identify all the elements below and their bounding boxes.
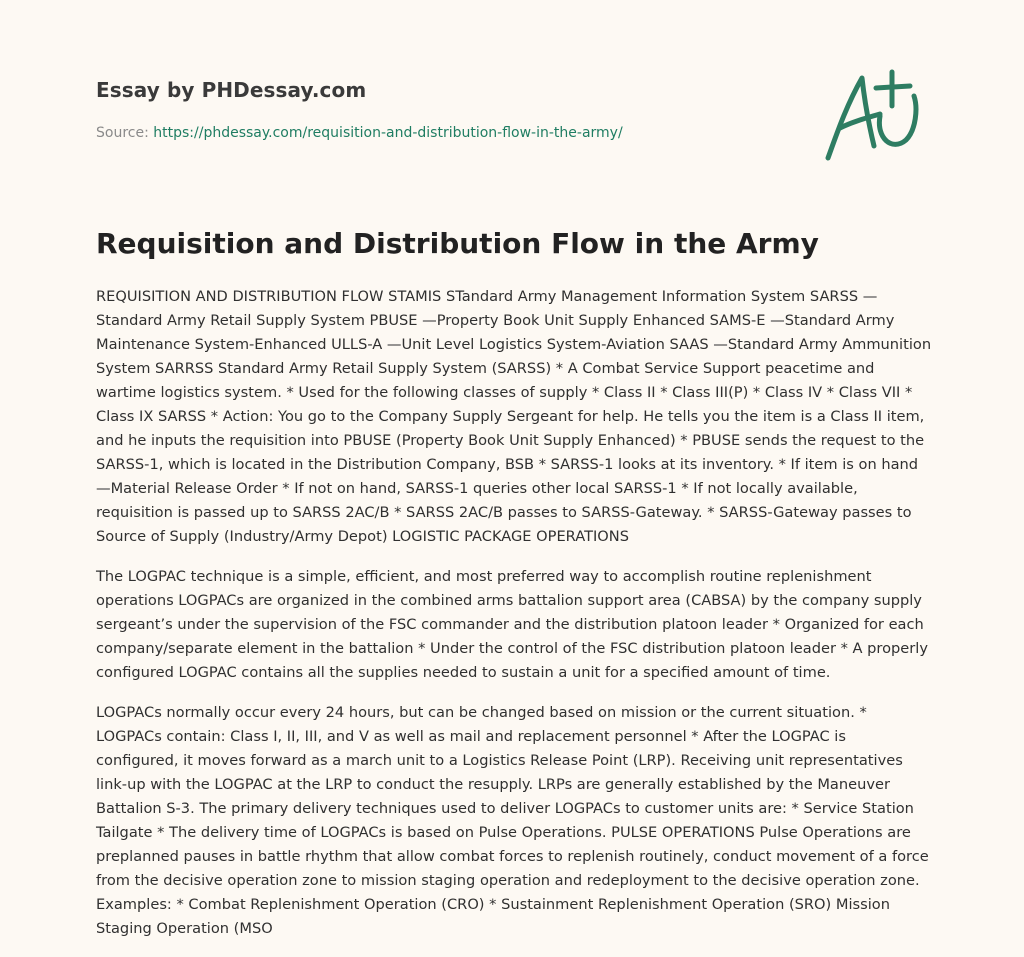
a-plus-logo-icon — [818, 66, 930, 166]
source-label: Source: — [96, 125, 154, 141]
site-brand: Essay by PHDessay.com — [96, 78, 367, 102]
source-line — [96, 124, 796, 142]
essay-body — [96, 285, 932, 957]
paragraph: REQUISITION AND DISTRIBUTION FLOW STAMIS STandard Army Management Information System SARSS —Standard Army Retail Supply System PBUSE —Property Book Unit Supply Enhanced SAMS-E —Standard Army Maintenance System-Enhanced ULLS-A —Unit Level Logistics System-Aviation SAAS —Standard Army Ammunition System SARRSS Standard Army Retail Supply System (SARSS) * A Combat Service Support peacetime and wartime logistics system. * Used for the following classes of supply * Class II * Class III(P) * Class IV * Class VII * Class IX SARSS * Action: You go to the Company Supply Sergeant for help. He tells you the item is a Class II item, and he inputs the requisition into PBUSE (Property Book Unit Supply Enhanced) * PBUSE sends the request to the SARSS-1, which is located in the Distribution Company, BSB * SARSS-1 looks at its inventory. * If item is on hand—Material Release Order * If not on hand, SARSS-1 queries other local SARSS-1 * If not locally available, requisition is passed up to SARSS 2AC/B * SARSS 2AC/B passes to SARSS-Gateway. * SARSS-Gateway passes to Source of Supply (Industry/Army Depot) LOGISTIC PACKAGE OPERATIONS — [96, 288, 932, 545]
page-header — [96, 78, 796, 142]
page-title: Requisition and Distribution Flow in the Army — [96, 227, 819, 260]
paragraph: The LOGPAC technique is a simple, efficient, and most preferred way to accomplish routine replenishment operations LOGPACs are organized in the combined arms battalion support area (CABSA) by the company supply sergeant’s under the supervision of the FSC commander and the distribution platoon leader * Organized for each company/separate element in the battalion * Under the control of the FSC distribution platoon leader * A properly configured LOGPAC contains all the supplies needed to sustain a unit for a specified amount of time. — [96, 568, 928, 681]
source-link[interactable]: https://phdessay.com/requisition-and-distribution-flow-in-the-army/ — [153, 125, 623, 141]
paragraph: LOGPACs normally occur every 24 hours, but can be changed based on mission or the current situation. * LOGPACs contain: Class I, II, III, and V as well as mail and replacement personnel * After the LOGPAC is configured, it moves forward as a march unit to a Logistics Release Point (LRP). Receiving unit representatives link-up with the LOGPAC at the LRP to conduct the resupply. LRPs are generally established by the Maneuver Battalion S-3. The primary delivery techniques used to deliver LOGPACs to customer units are: * Service Station Tailgate * The delivery time of LOGPACs is based on Pulse Operations. PULSE OPERATIONS Pulse Operations are preplanned pauses in battle rhythm that allow combat forces to replenish routinely, conduct movement of a force from the decisive operation zone to mission staging operation and redeployment to the decisive operation zone. Examples: * Combat Replenishment Operation (CRO) * Sustainment Replenishment Operation (SRO) Mission Staging Operation (MSO — [96, 704, 929, 937]
